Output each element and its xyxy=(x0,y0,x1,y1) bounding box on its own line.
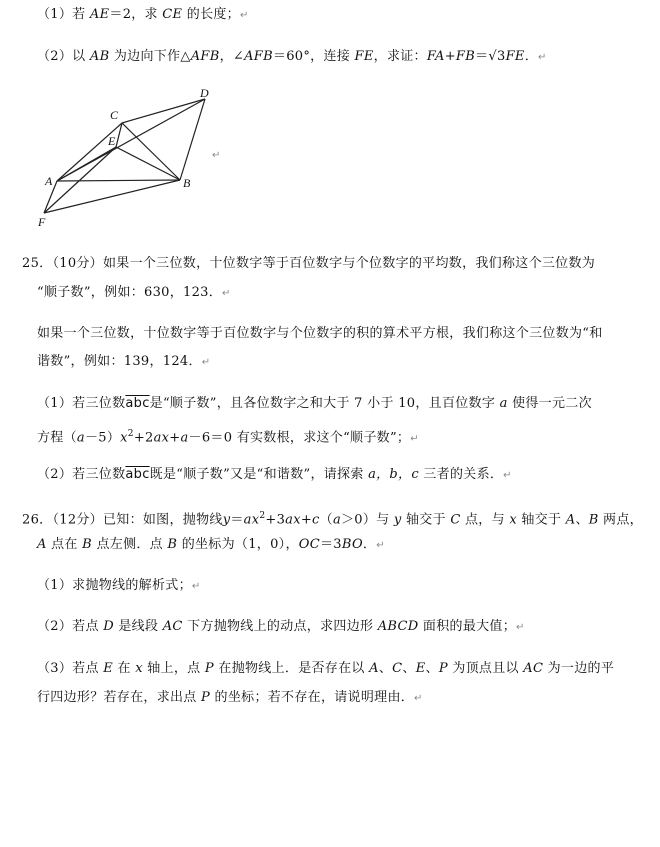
q24-part1: （1）若 AE＝2，求 CE 的长度；↵ xyxy=(37,7,249,22)
return-mark: ↵ xyxy=(414,693,423,704)
q26-part3-line1: （3）若点 E 在 x 轴上，点 P 在抛物线上．是否存在以 A、C、E、P 为顶点且以 AC 为一边的平 xyxy=(37,661,615,676)
q25-header2: “顺子数”，例如：630，123．↵ xyxy=(37,285,231,300)
q25-part1-line1: （1）若三位数$\overline{abc}$是“顺子数”，且各位数字之和大于 7 小于 10，且百位数字 a 使得一元二次 xyxy=(37,396,592,411)
q26-line2: A 点在 B 点左侧．点 B 的坐标为（1，0），OC＝3BO．↵ xyxy=(37,537,385,552)
q26-part1: （1）求抛物线的解析式；↵ xyxy=(37,578,201,593)
label-f: F xyxy=(38,215,46,229)
label-a: A xyxy=(45,174,53,188)
return-mark: ↵ xyxy=(222,288,231,299)
return-mark: ↵ xyxy=(201,357,211,368)
label-e: E xyxy=(108,134,116,148)
q24-part2: （2）以 AB 为边向下作△AFB，∠AFB＝60°，连接 FE，求证：FA+FB＝√3FE．↵ xyxy=(37,49,547,64)
segment-cd xyxy=(122,99,205,123)
q25-def2a: 如果一个三位数，十位数字等于百位数字与个位数字的积的算术平方根，我们称这个三位数为“和 xyxy=(37,326,603,341)
q25-part2: （2）若三位数$\overline{abc}$既是“顺子数”又是“和谐数”，请探索 a，b，c 三者的关系．↵ xyxy=(37,467,512,482)
return-mark: ↵ xyxy=(239,10,249,21)
segment-cb xyxy=(122,123,180,180)
q26-part3-line2: 行四边形？若存在，求出点 P 的坐标；若不存在，请说明理由．↵ xyxy=(37,690,423,705)
segment-ce xyxy=(116,123,122,147)
label-d: D xyxy=(200,86,209,100)
return-mark: ↵ xyxy=(376,540,385,551)
segment-ae xyxy=(57,147,116,181)
label-b: B xyxy=(183,176,191,190)
return-mark: ↵ xyxy=(516,622,525,633)
segment-ab xyxy=(57,180,180,181)
segment-fe xyxy=(44,147,116,213)
q25-def2b: 谐数”，例如：139，124．↵ xyxy=(37,354,211,369)
q25-header: 25．（10分）如果一个三位数，十位数字等于百位数字与个位数字的平均数，我们称这个三位数为 xyxy=(22,256,596,271)
return-mark: ↵ xyxy=(410,433,419,445)
return-mark: ↵ xyxy=(191,581,201,592)
return-mark: ↵ xyxy=(212,150,221,161)
segment-ac xyxy=(57,123,122,181)
segment-eb xyxy=(116,147,180,180)
label-c: C xyxy=(110,108,119,122)
q26-part2: （2）若点 D 是线段 AC 下方抛物线上的动点，求四边形 ABCD 面积的最大值；↵ xyxy=(37,619,525,634)
q26-header: 26．（12分）已知：如图，抛物线$y=ax^2+3ax+c(a>0)$与 y 轴交于 C 点，与 x 轴交于 A、B 两点， xyxy=(22,511,643,528)
return-mark: ↵ xyxy=(503,470,512,481)
return-mark: ↵ xyxy=(538,52,547,63)
segment-fb xyxy=(44,180,180,213)
q25-part1-line2: 方程$(a-5)x^2+2ax+a-6=0$ 有实数根，求这个“顺子数”；↵ xyxy=(37,429,419,446)
geometry-figure xyxy=(30,82,230,234)
